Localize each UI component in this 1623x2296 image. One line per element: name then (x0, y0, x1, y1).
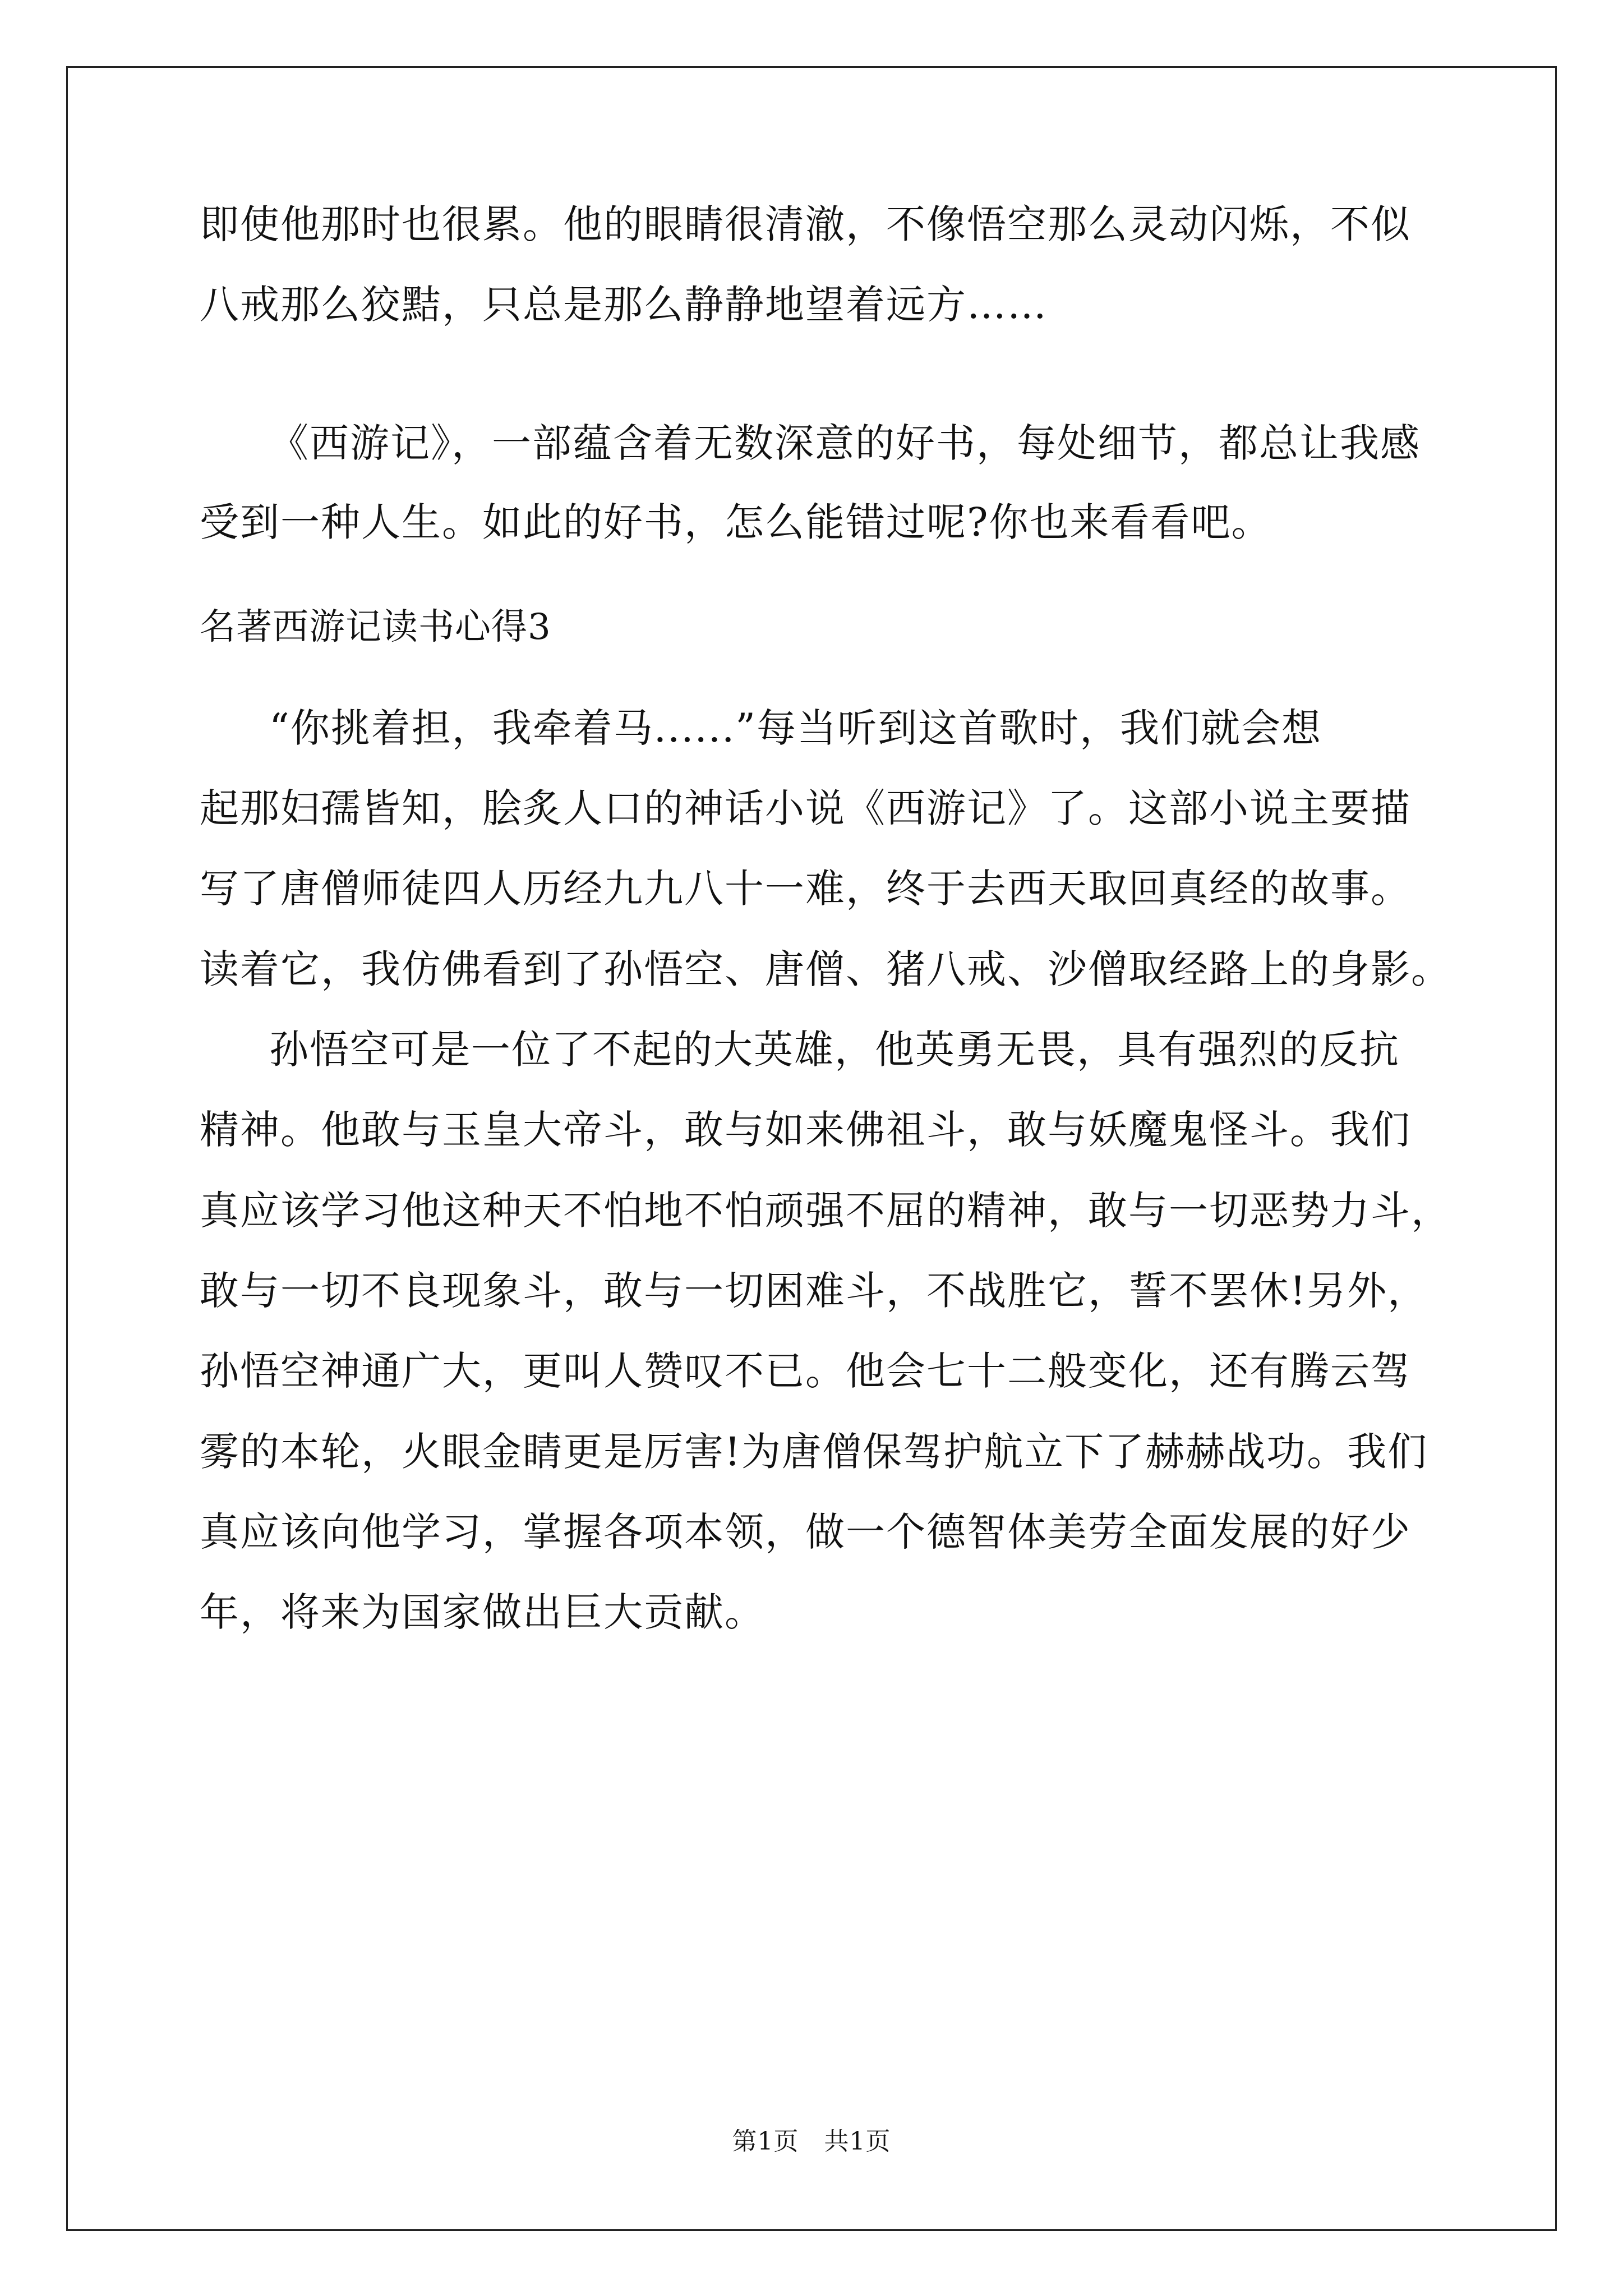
paragraph-line: 八戒那么狡黠，只总是那么静静地望着远方…… (200, 282, 1048, 328)
paragraph-line: 写了唐僧师徒四人历经九九八十一难，终于去西天取回真经的故事。 (200, 866, 1411, 912)
paragraph-line: 孙悟空可是一位了不起的大英雄，他英勇无畏，具有强烈的反抗 (269, 1027, 1400, 1073)
paragraph-line: 精神。他敢与玉皇大帝斗，敢与如来佛祖斗，敢与妖魔鬼怪斗。我们 (200, 1107, 1411, 1153)
paragraph-line: 受到一种人生。如此的好书，怎么能错过呢?你也来看看吧。 (200, 499, 1272, 545)
paragraph-line: 读着它，我仿佛看到了孙悟空、唐僧、猪八戒、沙僧取经路上的身影。 (200, 946, 1451, 992)
paragraph-line: 雾的本轮，火眼金睛更是厉害!为唐僧保驾护航立下了赫赫战功。我们 (200, 1429, 1428, 1475)
page-number-footer: 第1页 共1页 (732, 2127, 891, 2156)
section-heading: 名著西游记读书心得3 (200, 606, 551, 648)
paragraph-line: “你挑着担，我牵着马......”每当听到这首歌时，我们就会想 (269, 705, 1322, 751)
paragraph-line: 即使他那时也很累。他的眼睛很清澈，不像悟空那么灵动闪烁，不似 (200, 201, 1411, 247)
paragraph-line: 孙悟空神通广大，更叫人赞叹不已。他会七十二般变化，还有腾云驾 (200, 1348, 1411, 1394)
paragraph-line: 年，将来为国家做出巨大贡献。 (200, 1589, 765, 1635)
paragraph-line: 《西游记》，一部蕴含着无数深意的好书，每处细节，都总让我感 (269, 420, 1421, 466)
paragraph-line: 起那妇孺皆知，脍炙人口的神话小说《西游记》了。这部小说主要描 (200, 785, 1411, 831)
paragraph-line: 真应该学习他这种天不怕地不怕顽强不屈的精神，敢与一切恶势力斗， (200, 1188, 1451, 1234)
paragraph-line: 敢与一切不良现象斗，敢与一切困难斗，不战胜它，誓不罢休!另外， (200, 1268, 1428, 1314)
paragraph-line: 真应该向他学习，掌握各项本领，做一个德智体美劳全面发展的好少 (200, 1509, 1411, 1555)
